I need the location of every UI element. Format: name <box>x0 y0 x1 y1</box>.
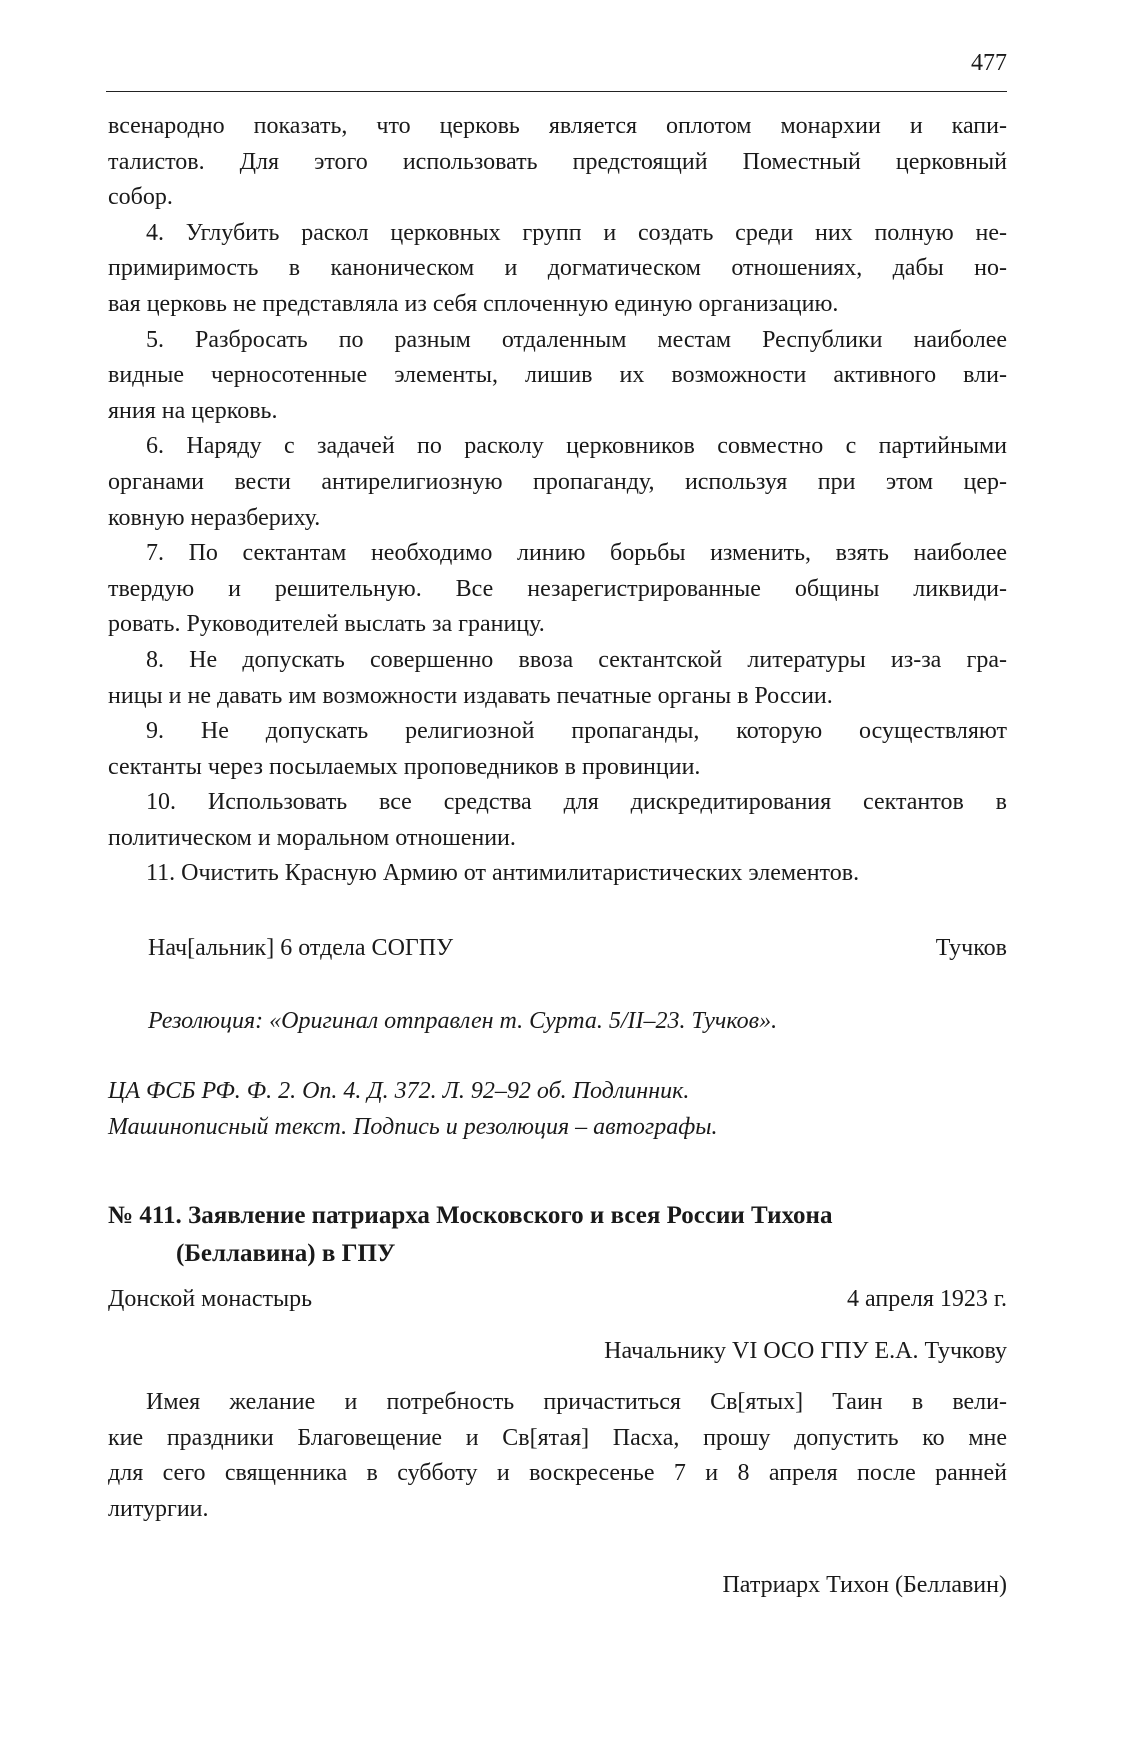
paragraph-line: 9. Не допускать религиозной пропаганды, которую осуществляют <box>146 718 1007 745</box>
paragraph-line: 11. Очистить Красную Армию от антимилитаристических элементов. <box>146 860 860 887</box>
archive-reference <box>108 1073 1007 1145</box>
paragraph-line: ровать. Руководителей выслать за границу. <box>108 611 545 638</box>
document-place: Донской монастырь <box>108 1286 313 1312</box>
paragraph-line: 7. По сектантам необходимо линию борьбы изменить, взять наиболее <box>146 540 1007 567</box>
page-number: 477 <box>971 50 1007 76</box>
paragraph-line: твердую и решительную. Все незарегистрированные общины ликвиди- <box>108 575 1007 602</box>
heading-line: № 411. Заявление патриарха Московского и всея России Тихона <box>108 1202 833 1229</box>
signature-name: Тучков <box>935 935 1007 961</box>
paragraph-line: 5. Разбросать по разным отдаленным местам Республики наиболее <box>146 326 1007 353</box>
paragraph-line: примиримость в каноническом и догматическом отношениях, дабы но- <box>108 255 1007 282</box>
resolution: Резолюция: «Оригинал отправлен т. Сурта. 5/II–23. Тучков». <box>148 1008 778 1034</box>
paragraph-line: ницы и не давать им возможности издавать печатные органы в России. <box>108 682 833 709</box>
document-addressee: Начальнику VI ОСО ГПУ Е.А. Тучкову <box>604 1338 1007 1364</box>
heading-line: (Беллавина) в ГПУ <box>176 1240 396 1267</box>
paragraph-line: политическом и моральном отношении. <box>108 824 516 851</box>
place-date-row <box>108 1282 1007 1318</box>
paragraph-line: 4. Углубить раскол церковных групп и создать среди них полную не- <box>146 219 1007 246</box>
header-rule <box>106 91 1007 92</box>
letter-line: кие праздники Благовещение и Св[ятая] Пасха, прошу допустить ко мне <box>108 1424 1007 1451</box>
letter-body <box>108 1385 1007 1527</box>
paragraph-line: 6. Наряду с задачей по расколу церковников совместно с партийными <box>146 433 1007 460</box>
archive-line: ЦА ФСБ РФ. Ф. 2. Оп. 4. Д. 372. Л. 92–92 об. Подлинник. <box>108 1078 690 1104</box>
body-text <box>108 109 1007 892</box>
document-date: 4 апреля 1923 г. <box>847 1286 1007 1312</box>
archive-line: Машинописный текст. Подпись и резолюция – автографы. <box>108 1114 718 1140</box>
paragraph-line: талистов. Для этого использовать предстоящий Поместный церковный <box>108 148 1007 175</box>
paragraph-line: сектанты через посылаемых проповедников в провинции. <box>108 753 701 780</box>
paragraph-line: 8. Не допускать совершенно ввоза сектантской литературы из-за гра- <box>146 646 1007 673</box>
paragraph-line: ковную неразбериху. <box>108 504 321 531</box>
letter-signature: Патриарх Тихон (Беллавин) <box>722 1572 1007 1598</box>
paragraph-line: всенародно показать, что церковь является оплотом монархии и капи- <box>108 113 1007 139</box>
letter-line: литургии. <box>108 1495 209 1522</box>
paragraph-line: органами вести антирелигиозную пропаганду, используя при этом цер- <box>108 468 1007 495</box>
letter-line: для сего священника в субботу и воскресенье 7 и 8 апреля после ранней <box>108 1460 1007 1487</box>
document-heading <box>108 1197 1007 1273</box>
paragraph-line: 10. Использовать все средства для дискредитирования сектантов в <box>146 789 1007 816</box>
paragraph-line: яния на церковь. <box>108 397 278 424</box>
signature-position: Нач[альник] 6 отдела СОГПУ <box>148 935 454 961</box>
paragraph-line: видные черносотенные элементы, лишив их возможности активного вли- <box>108 362 1007 389</box>
paragraph-line: собор. <box>108 184 173 211</box>
letter-line: Имея желание и потребность причаститься Св[ятых] Таин в вели- <box>146 1389 1007 1415</box>
paragraph-line: вая церковь не представляла из себя сплоченную единую организацию. <box>108 290 839 317</box>
signature-row <box>148 931 1007 967</box>
